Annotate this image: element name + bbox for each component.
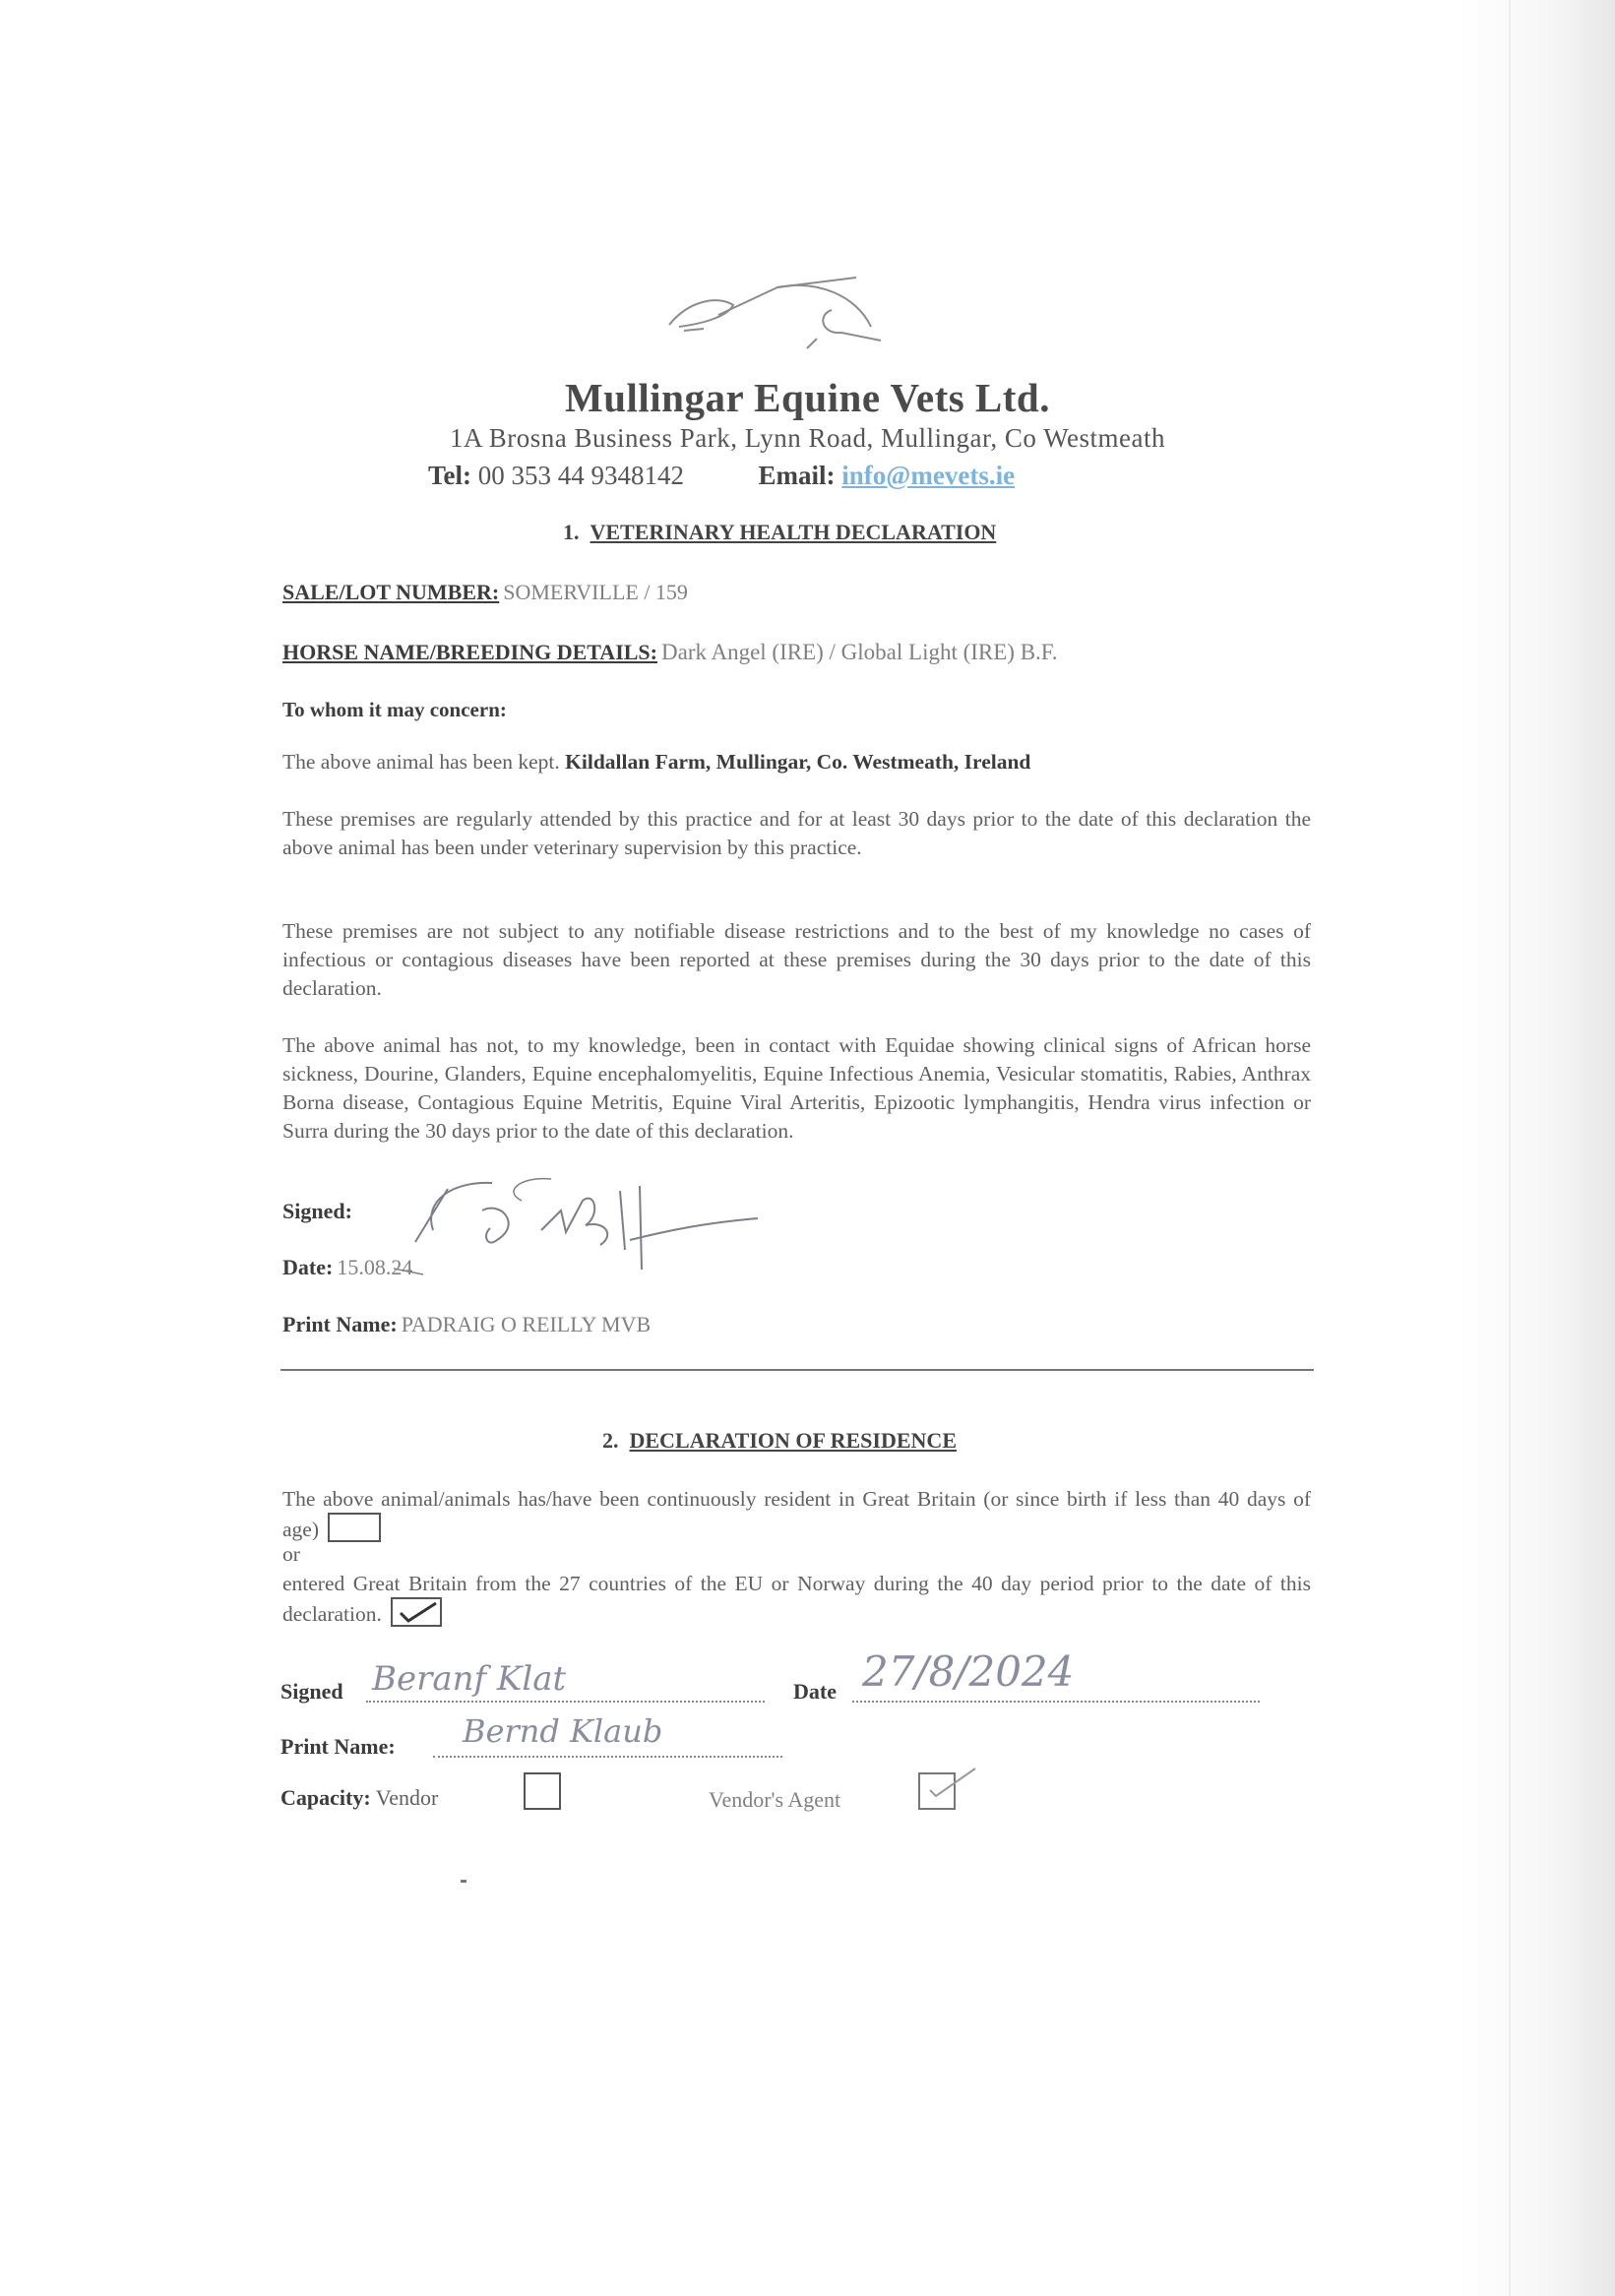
section1-heading (563, 520, 996, 545)
checkmark-icon (397, 1599, 438, 1625)
vendor-agent-label: Vendor's Agent (709, 1787, 841, 1812)
resident-checkbox[interactable] (328, 1513, 381, 1542)
company-name: Mullingar Equine Vets Ltd. (565, 375, 1050, 420)
capacity-label: Capacity: (280, 1785, 371, 1810)
section-divider (280, 1369, 1314, 1371)
horse-details-value: Dark Angel (IRE) / Global Light (IRE) B.F. (661, 640, 1058, 664)
salutation: To whom it may concern: (282, 698, 507, 721)
declaration-date-label: Date (793, 1679, 837, 1704)
sale-lot-row (282, 580, 688, 605)
horse-details-label: HORSE NAME/BREEDING DETAILS: (282, 640, 657, 664)
scan-edge-shadow (1458, 0, 1615, 2296)
restrictions-paragraph: These premises are not subject to any notifiable disease restrictions and to the best of my knowledge no cases of infectious or contagious diseases have been reported at these premises during the 30 days prior to the date of this declaration. (282, 919, 1311, 1000)
section1-number: 1. (563, 520, 580, 544)
kept-statement (282, 750, 1030, 775)
scan-speck (461, 1880, 466, 1883)
section2-title: DECLARATION OF RESIDENCE (629, 1428, 957, 1453)
signed-handwritten: Beranf Klat (372, 1659, 567, 1699)
entered-checkbox[interactable] (391, 1597, 442, 1627)
entered-option-text (282, 1570, 1311, 1628)
vendor-checkbox[interactable] (524, 1772, 561, 1810)
signed-field[interactable] (366, 1659, 765, 1703)
contact-paragraph: The above animal has not, to my knowledge, been in contact with Equidae showing clinical signs of African horse sickness, Dourine, Glanders, Equine encephalomyelitis, Equine Infectious Anemia, Vesicular stomatitis, Rabies, Anthrax Borna disease, Contagious Equine Metritis, Equine Viral Arteritis, Epizootic lymphangitis, Hendra virus infection or Surra during the 30 days prior to the date of this declaration. (282, 1033, 1311, 1143)
vet-signature (394, 1171, 768, 1299)
email-label: Email: (758, 461, 836, 490)
tel-value: 00 353 44 9348142 (477, 461, 685, 490)
contact-line (428, 461, 1015, 491)
section2-number: 2. (602, 1428, 619, 1453)
entered-option-label: entered Great Britain from the 27 countries of the EU or Norway during the 40 day period prior to the date of this declaration. (282, 1572, 1311, 1626)
vet-print-name-label: Print Name: (282, 1312, 398, 1336)
signed-label: Signed (280, 1679, 343, 1704)
declaration-date-field[interactable] (852, 1647, 1260, 1703)
resident-option-label: The above animal/animals has/have been continuously resident in Great Britain (or since birth if less than 40 days of age) (282, 1487, 1311, 1541)
horse-details-row (282, 640, 1058, 665)
kept-location: Kildallan Farm, Mullingar, Co. Westmeath, Ireland (565, 750, 1031, 774)
company-address: 1A Brosna Business Park, Lynn Road, Mullingar, Co Westmeath (450, 423, 1165, 453)
email-link[interactable]: info@mevets.ie (841, 461, 1016, 490)
vet-date-row (282, 1255, 412, 1280)
vendor-label: Vendor (375, 1785, 439, 1810)
vet-print-name-value: PADRAIG O REILLY MVB (401, 1312, 652, 1336)
section1-title: VETERINARY HEALTH DECLARATION (590, 520, 997, 544)
vendor-agent-checkbox[interactable] (918, 1772, 956, 1810)
sale-lot-value: SOMERVILLE / 159 (503, 580, 688, 604)
vet-signed-label: Signed: (282, 1199, 352, 1223)
vendor-agent-checkmark-icon (916, 1761, 985, 1810)
residence-print-name-field[interactable] (433, 1712, 782, 1758)
horse-head-logo-icon (659, 266, 925, 354)
declaration-date-handwritten: 27/8/2024 (862, 1647, 1075, 1696)
residence-print-name-label: Print Name: (280, 1734, 396, 1759)
supervision-paragraph: These premises are regularly attended by this practice and for at least 30 days prior to the date of this declaration the above animal has been under veterinary supervision by this practice. (282, 807, 1311, 859)
capacity-row (280, 1785, 438, 1811)
section2-heading (602, 1428, 957, 1454)
resident-option-text (282, 1485, 1311, 1543)
kept-prefix: The above animal has been kept. (282, 750, 560, 774)
vet-date-value: 15.08.24 (337, 1255, 413, 1279)
residence-print-name-handwritten: Bernd Klaub (463, 1712, 663, 1750)
or-text: or (282, 1542, 300, 1566)
tel-label: Tel: (428, 461, 472, 490)
sale-lot-label: SALE/LOT NUMBER: (282, 580, 500, 604)
vet-print-name-row (282, 1312, 651, 1337)
vet-date-label: Date: (282, 1255, 334, 1279)
